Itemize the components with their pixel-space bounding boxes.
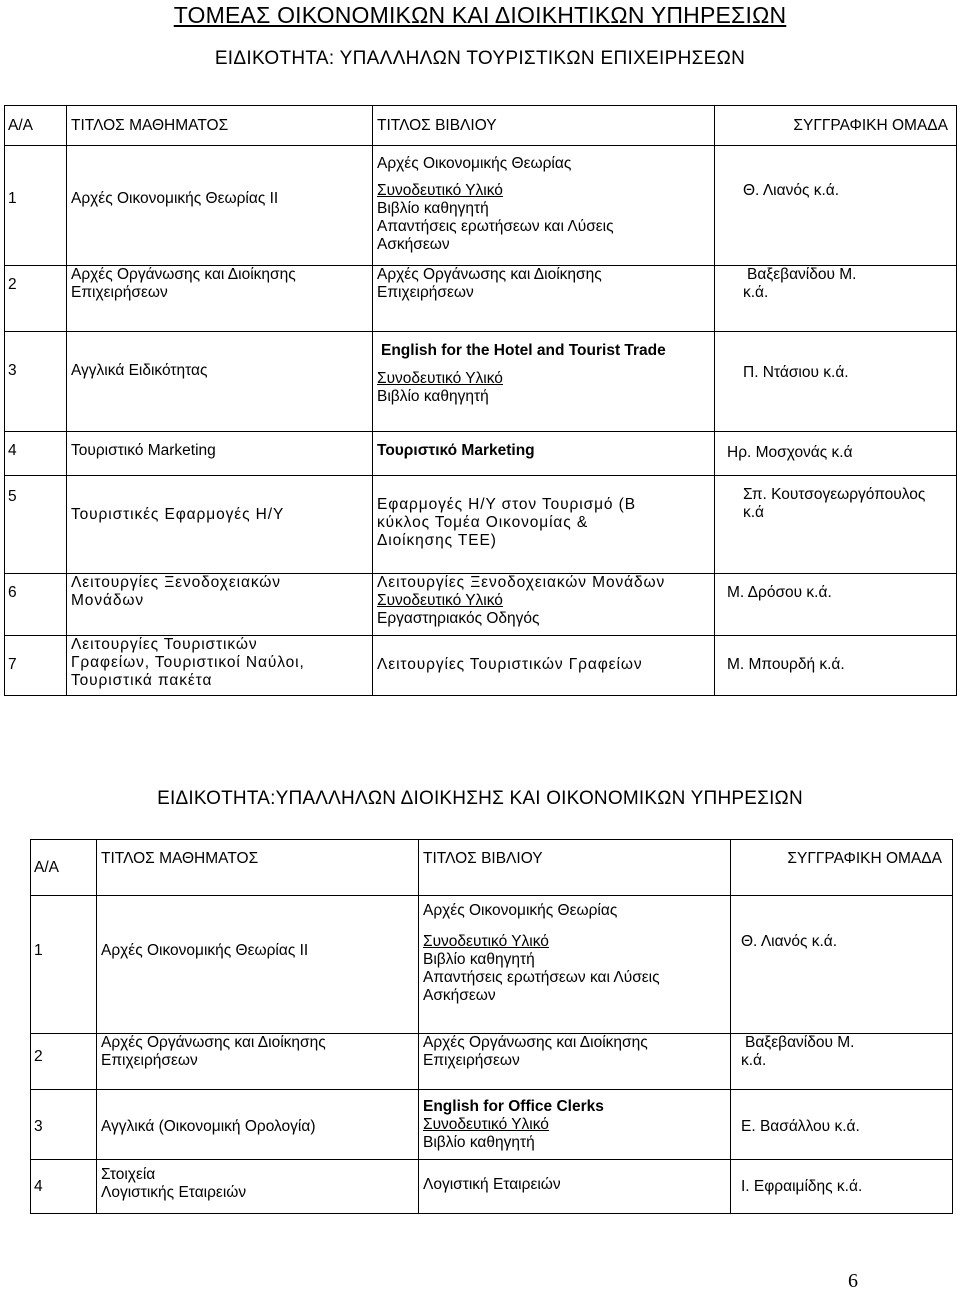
table-row [5,574,957,636]
course-title: Τουριστικό Marketing [67,432,373,476]
book-title: Λειτουργίες Ξενοδοχειακών Μονάδων Συνοδευτικό Υλικό Εργαστηριακός Οδηγός [373,574,715,636]
page-number: 6 [848,1270,858,1292]
book-title: Εφαρμογές Η/Υ στον Τουρισμό (Β κύκλος Τομέα Οικονομίας & Διοίκησης ΤΕΕ) [373,476,715,574]
row-number: 3 [31,1090,97,1160]
row-number: 7 [5,636,67,696]
row-number: 3 [5,332,67,432]
supplementary-material: Συνοδευτικό Υλικό [423,932,549,950]
course-title: Αρχές Οργάνωσης και Διοίκησης Επιχειρήσεων [67,266,373,332]
book-title: English for the Hotel and Tourist Trade Συνοδευτικό Υλικό Βιβλίο καθηγητή [373,332,715,432]
row-number: 2 [5,266,67,332]
authors: Σπ. Κουτσογεωργόπουλος κ.ά [715,476,957,574]
book-line: Ασκήσεων [377,235,450,253]
course-title: Λειτουργίες Ξενοδοχειακών Μονάδων [67,574,373,636]
row-number: 1 [31,928,97,1034]
books-table-2 [30,839,953,1214]
book-title: Τουριστικό Marketing [373,432,715,476]
table-header-row [31,840,953,896]
course-title: Αρχές Οικονομικής Θεωρίας ΙΙ [97,928,419,1034]
book-title-main: Αρχές Οικονομικής Θεωρίας [419,896,731,928]
sector-title: ΤΟΜΕΑΣ ΟΙΚΟΝΟΜΙΚΩΝ ΚΑΙ ΔΙΟΙΚΗΤΙΚΩΝ ΥΠΗΡΕΣΙΩΝ [173,2,787,28]
book-title: Λειτουργίες Τουριστικών Γραφείων [373,636,715,696]
table-row [5,636,957,696]
table-row [31,1090,953,1160]
course-title: Λειτουργίες Τουριστικών Γραφείων, Τουριστικοί Ναύλοι, Τουριστικά πακέτα [67,636,373,696]
book-title [373,182,715,266]
authors: Ηρ. Μοσχονάς κ.ά [715,432,957,476]
authors: Βαξεβανίδου Μ. κ.ά. [715,266,957,332]
header-book: ΤΙΤΛΟΣ ΒΙΒΛΙΟΥ [373,106,715,146]
header-aa: Α/Α [5,106,67,146]
table-row [5,266,957,332]
table-row [5,476,957,574]
header-book: ΤΙΤΛΟΣ ΒΙΒΛΙΟΥ [419,840,731,896]
supplementary-material: Συνοδευτικό Υλικό [377,592,503,609]
header-aa: Α/Α [31,840,97,896]
supplementary-material: Συνοδευτικό Υλικό [423,1116,549,1133]
authors: Θ. Λιανός κ.ά. [731,928,953,1034]
course-title: Αγγλικά Ειδικότητας [67,332,373,432]
course-title: Στοιχεία Λογιστικής Εταιρειών [97,1160,419,1214]
books-table-1 [4,105,957,696]
specialty-title-1: ΕΙΔΙΚΟΤΗΤΑ: ΥΠΑΛΛΗΛΩΝ ΤΟΥΡΙΣΤΙΚΩΝ ΕΠΙΧΕΙΡΗΣΕΩΝ [214,48,746,69]
authors: Ε. Βασάλλου κ.ά. [731,1090,953,1160]
supplementary-material: Συνοδευτικό Υλικό [377,370,503,387]
book-title: Συνοδευτικό Υλικό Βιβλίο καθηγητή Απαντήσεις ερωτήσεων και Λύσεις Ασκήσεων [419,928,731,1034]
header-authors: ΣΥΓΓΡΑΦΙΚΗ ΟΜΑΔΑ [731,840,953,896]
book-title: Αρχές Οργάνωσης και Διοίκησης Επιχειρήσεων [419,1034,731,1090]
table-row [5,146,957,182]
table-row [5,182,957,266]
row-number: 2 [31,1034,97,1090]
book-title-main: Αρχές Οικονομικής Θεωρίας [373,146,715,182]
authors: Π. Ντάσιου κ.ά. [715,332,957,432]
row-number: 5 [5,476,67,574]
table-row [31,896,953,928]
header-course: ΤΙΤΛΟΣ ΜΑΘΗΜΑΤΟΣ [67,106,373,146]
table-header-row [5,106,957,146]
book-title: English for Office Clerks Συνοδευτικό Υλικό Βιβλίο καθηγητή [419,1090,731,1160]
row-number: 1 [5,182,67,266]
table-row [5,432,957,476]
course-title: Αρχές Οργάνωσης και Διοίκησης Επιχειρήσεων [97,1034,419,1090]
authors: Θ. Λιανός κ.ά. [715,182,957,266]
course-title: Αγγλικά (Οικονομική Ορολογία) [97,1090,419,1160]
authors: Μ. Μπουρδή κ.ά. [715,636,957,696]
header-authors: ΣΥΓΓΡΑΦΙΚΗ ΟΜΑΔΑ [715,106,957,146]
supplementary-material: Συνοδευτικό Υλικό [377,181,503,199]
book-title: Αρχές Οργάνωσης και Διοίκησης Επιχειρήσεων [373,266,715,332]
row-number: 4 [31,1160,97,1214]
row-number: 4 [5,432,67,476]
book-line: Απαντήσεις ερωτήσεων και Λύσεις [377,217,614,235]
course-title: Τουριστικές Εφαρμογές Η/Υ [67,476,373,574]
header-course: ΤΙΤΛΟΣ ΜΑΘΗΜΑΤΟΣ [97,840,419,896]
book-title: Λογιστική Εταιρειών [419,1160,731,1214]
authors: Βαξεβανίδου Μ. κ.ά. [731,1034,953,1090]
table-row [31,1034,953,1090]
book-line: Βιβλίο καθηγητή [377,199,489,217]
table-row [5,332,957,432]
specialty-title-2: ΕΙΔΙΚΟΤΗΤΑ:ΥΠΑΛΛΗΛΩΝ ΔΙΟΙΚΗΣΗΣ ΚΑΙ ΟΙΚΟΝΟΜΙΚΩΝ ΥΠΗΡΕΣΙΩΝ [157,788,803,809]
authors: Ι. Εφραιμίδης κ.ά. [731,1160,953,1214]
table-row [31,1160,953,1214]
authors: Μ. Δρόσου κ.ά. [715,574,957,636]
row-number: 6 [5,574,67,636]
table-row [31,928,953,1034]
course-title: Αρχές Οικονομικής Θεωρίας ΙΙ [67,182,373,266]
